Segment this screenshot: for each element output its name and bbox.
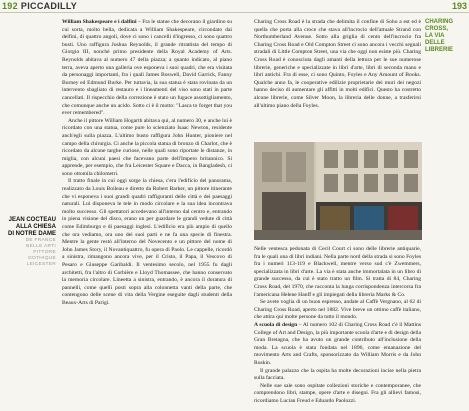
left-margin-note [4,217,56,268]
street-photo [254,142,422,240]
paragraph: Anche il pittore William Hogarth abitava qui, al numero 30, e anche lui è ricordato con una statua, come pure lo scienziato Isaac Newton, residente anch'egli sulla piazza. L'ultimo busto raffigura John Hunter, pioniere nel campo della chirurgia. Ci anche la piccola statua di bronzo di Charlot, che è ricordato da alcune targhe curiose, nelle quali sono riportate le distanze, in miglia, con alcuni paesi che facevano parte dell'Impero britannico. Si apprende, per esempio, che fra Leicester Square e Dacca, in Bangladesh, ci sono ottomila chilometri. [62,117,232,177]
paragraph: Se avete voglia di un buon espresso, andate al Caffè Vergnano, al 62 di Charing Cross Road, aperto nel 1882. Vive breve un ottimo caffè italiano, che attira qui molte persone da tutto il mondo. [254,299,421,321]
right-column-top [254,19,421,110]
paragraph: A scuola di design – Al numero 102 di Charing Cross Road c'è il Mattins College of Art and Design, la più importante scuola d'arte e di design della Gran Bretagna, che ha avuto un grande contributo all'inclusione della moda. La scuola è stata fondata nel 1896, come emanazione del movimento Arts and Crafts, sponsorizzato da William Morris e da John Ruskin. [254,321,421,366]
left-column [62,19,232,308]
page-header [0,0,469,13]
margin-title: CHARING CROSS, LA VIA DELLE LIBRERIE [425,19,454,53]
paragraph: Il tratto finale in cui oggi sorge la chiesa, c'era l'edificio del panorama, realizzato da Louis Boileau e diretto da Robert Barker, un pittore itinerante che vi esponeva i suoi grandi quadri raffiguranti delle città e dei paesaggi naturali. Lui disponeva le tele in modo circolare e la sua idea incontrava molto successo. Gli spettatori accedevano all'interno dal centro e, entrando in piena visione del disco, erano un per guardare le grandi vedute di città come Edimburgo e di paesaggi inglesi. L'edificio era più ampio di quello che ora vediamo, ora uno dei suoi parti e ne fa una specie di finestra. Mentre la gente restò all'interno del Novecento e un pittore del nome di John James Story, il Novantiquattro, fu opera di Paolo. Le cappelle, ricordò a sinistra, rimangono ancora vive, per il Cristo, il Papa, il Vescovo di Pesaro e Giuseppe Garibaldi. Il ventesimo secolo, nel 1955 fu dagli architetti, fra l'altro di Corbière e Lloyd Thomassee, che hanno conservato la memoria circolare. Lineetta a sinistra, entrando, è ancora il doratura di pannelli, come quelli posti sopra alla colonnetta vanti della parte, che contengono delle scene di vita della Vergine eseguite dagli studenti della Beaux-Arts di Parigi. [62,178,232,306]
left-page-folio: 192 PICCADILLY [2,1,78,11]
margin-title: JEAN COCTEAU ALLA CHIESA DI NOTRE DAME [8,217,56,237]
margin-subtitle: DE FRANCE BELLE ARTI PITTORE GOTHIQUE LEICESTER [25,238,56,267]
paragraph: William Shakespeare e i dalfini – Fra le statue che decorano il giardino su cui sorta, molto bella, dedicata a William Shakespeare, circondato dai delfini, di quattro angoli, dove ci sono i cancelli d'ingresso, ci sono quattro busti. Uno raffigura Joshua Reynolds, il grande ritrattista del tempo di Giorgio III, nonché primo presidente della Royal Academy of Arts. Reynolds abitava al numero 47 della piazza; a quanto indicato, al piano terra, aveva aperto una galleria ove esponeva i suoi quadri, che era visitata da personaggi importanti, fra i quali James Boswell, David Garrick, Fanny Burney ed Edmund Burke. Per tuttavia, la sua statua è stata rovinata da un intervento sbagliato di restauro e i lineamenti del viso sono stati in parte cancellati. Il rispecchio della correzione è stato un fugace assottigliamento, che comunque anche un acido. Sotto ci è il motto: "Lasca to forget that you ever remembered". [62,19,232,117]
street-photo-icon [254,142,422,240]
paragraph: Nelle sue sale sono ospitate collezioni storiche e contemporanee, che comprendono libri, stampe, opere d'arte e disegni. Fra gli allievi famosi, ricordiamo Lucian Freud e Eduardo Paolozzi. [254,382,421,404]
right-column-bottom [254,246,421,405]
paragraph: Charing Cross Road è la strada che delimita il confine di Soho a est ed è quella che porta alla croce che stava all'incrocio dell'attuale Strand con Northumberland Avenue. Sotto alla griglia di cento dell'incrocio fra Charing Cross Road e Old Compton Street ci sono ancora i vecchi segnali stradali di Little Compton Street, una via che oggi non esiste più. Charing Cross Road è conosciuta dagli amanti della lettura per le sue numerose librerie, generiche e specializzate in libri d'arte, libri di seconda mano e libri antichi. Fra di esse, ci sono Quinto, Foyles e Any Amount of Books. Qualche anno fa, le cooperative edilizie proprietarie dei muri dei negozi hanno deciso di aumentare gli affitti in molti edifici. Questo ha costretto alcune librerie, come Silver Moon, la libreria delle donne, a trasferirsi all'ultimo piano della Foyles. [254,19,421,109]
paragraph: Il grande palazzo che la ospita ha molte decorazioni incise nella pietra sulla facciata. [254,367,421,382]
right-page-folio: 193 [451,1,467,11]
paragraph: Nelle ventesca pedonata di Cecil Court ci sono delle librerie antiquarie, fra le quali una di libri indiani. Nella parte nord della strada si sono Foyles fra i numeri 113-119 e Blackwell, mentre verso sud c'è Zwemmers, specializzata in libri d'arte. La via è stata anche immortalata in un libro di grande successo, da cui è stato tratto un film. Si tratta di 84, Charing Cross Road, del 1970, che racconta la lunga corrispondenza intercorsa fra l'americana Helene Hanff e gli impiegati della libreria Marks & Co. [254,246,421,298]
left-section-title: PICCADILLY [20,1,78,11]
right-margin-note [425,19,467,54]
